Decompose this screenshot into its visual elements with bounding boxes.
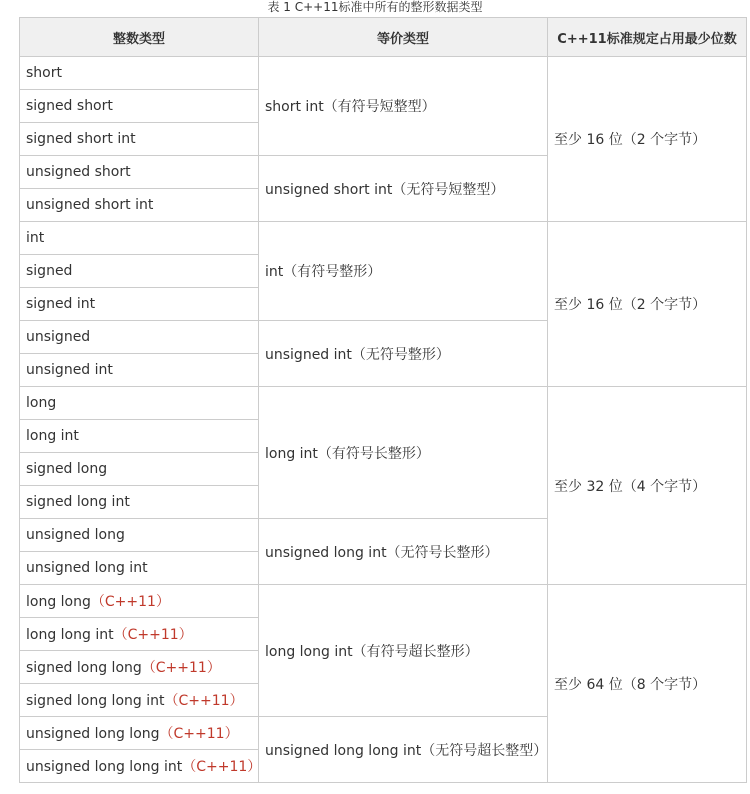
cpp11-note: （C++11） bbox=[182, 759, 262, 775]
type-name: signed short bbox=[26, 98, 113, 114]
type-name: unsigned long long int bbox=[26, 759, 183, 775]
equivalent-type-cell: unsigned long long int（无符号超长整型） bbox=[259, 717, 548, 783]
type-name: short bbox=[26, 65, 62, 81]
type-name: signed short int bbox=[26, 131, 136, 147]
type-name: signed long long int bbox=[26, 693, 165, 709]
table-row bbox=[20, 57, 747, 90]
type-name: int bbox=[26, 230, 45, 246]
integer-type-cell bbox=[20, 420, 259, 453]
equivalent-type-cell: int（有符号整形） bbox=[259, 222, 548, 321]
type-name: unsigned long int bbox=[26, 560, 148, 576]
cpp11-note: （C++11） bbox=[113, 627, 193, 643]
integer-type-cell bbox=[20, 486, 259, 519]
integer-type-cell bbox=[20, 90, 259, 123]
min-bits-cell: 至少 32 位（4 个字节） bbox=[548, 387, 747, 585]
header-equivalent-type: 等价类型 bbox=[259, 18, 548, 57]
cpp11-note: （C++11） bbox=[159, 726, 239, 742]
equivalent-type-cell: long int（有符号长整形） bbox=[259, 387, 548, 519]
integer-type-cell bbox=[20, 387, 259, 420]
type-name: unsigned short int bbox=[26, 197, 154, 213]
integer-type-cell bbox=[20, 222, 259, 255]
type-name: long long bbox=[26, 594, 91, 610]
integer-type-cell bbox=[20, 453, 259, 486]
integer-types-table bbox=[19, 17, 747, 783]
type-name: signed long int bbox=[26, 494, 130, 510]
type-name: long long int bbox=[26, 627, 114, 643]
integer-type-cell bbox=[20, 288, 259, 321]
type-name: unsigned long long bbox=[26, 726, 160, 742]
integer-type-cell bbox=[20, 123, 259, 156]
equivalent-type-cell: unsigned long int（无符号长整形） bbox=[259, 519, 548, 585]
equivalent-type-cell: unsigned int（无符号整形） bbox=[259, 321, 548, 387]
integer-type-cell bbox=[20, 651, 259, 684]
integer-type-cell bbox=[20, 354, 259, 387]
table-row bbox=[20, 222, 747, 255]
cpp11-note: （C++11） bbox=[164, 693, 244, 709]
type-name: signed int bbox=[26, 296, 96, 312]
min-bits-cell: 至少 64 位（8 个字节） bbox=[548, 585, 747, 783]
cpp11-note: （C++11） bbox=[141, 660, 221, 676]
type-name: signed long bbox=[26, 461, 108, 477]
equivalent-type-cell: unsigned short int（无符号短整型） bbox=[259, 156, 548, 222]
type-name: unsigned short bbox=[26, 164, 131, 180]
table-caption: 表 1 C++11标准中所有的整形数据类型 bbox=[267, 0, 483, 14]
type-name: signed long long bbox=[26, 660, 142, 676]
integer-type-cell bbox=[20, 189, 259, 222]
type-name: unsigned long bbox=[26, 527, 125, 543]
integer-type-cell bbox=[20, 585, 259, 618]
table-row bbox=[20, 387, 747, 420]
min-bits-cell: 至少 16 位（2 个字节） bbox=[548, 222, 747, 387]
integer-type-cell bbox=[20, 321, 259, 354]
integer-type-cell bbox=[20, 519, 259, 552]
integer-type-cell bbox=[20, 255, 259, 288]
integer-type-cell bbox=[20, 552, 259, 585]
header-integer-type: 整数类型 bbox=[20, 18, 259, 57]
equivalent-type-cell: long long int（有符号超长整形） bbox=[259, 585, 548, 717]
integer-type-cell bbox=[20, 717, 259, 750]
type-name: unsigned int bbox=[26, 362, 113, 378]
integer-type-cell bbox=[20, 684, 259, 717]
header-min-bits: C++11标准规定占用最少位数 bbox=[548, 18, 747, 57]
equivalent-type-cell: short int（有符号短整型） bbox=[259, 57, 548, 156]
integer-type-cell bbox=[20, 618, 259, 651]
type-name: long int bbox=[26, 428, 79, 444]
integer-type-cell bbox=[20, 156, 259, 189]
table-body bbox=[20, 57, 747, 783]
table-row bbox=[20, 585, 747, 618]
header-row bbox=[20, 18, 747, 57]
type-name: long bbox=[26, 395, 57, 411]
integer-type-cell bbox=[20, 750, 262, 783]
type-name: signed bbox=[26, 263, 73, 279]
min-bits-cell: 至少 16 位（2 个字节） bbox=[548, 57, 747, 222]
cpp11-note: （C++11） bbox=[90, 594, 170, 610]
type-name: unsigned bbox=[26, 329, 91, 345]
integer-type-cell bbox=[20, 57, 259, 90]
